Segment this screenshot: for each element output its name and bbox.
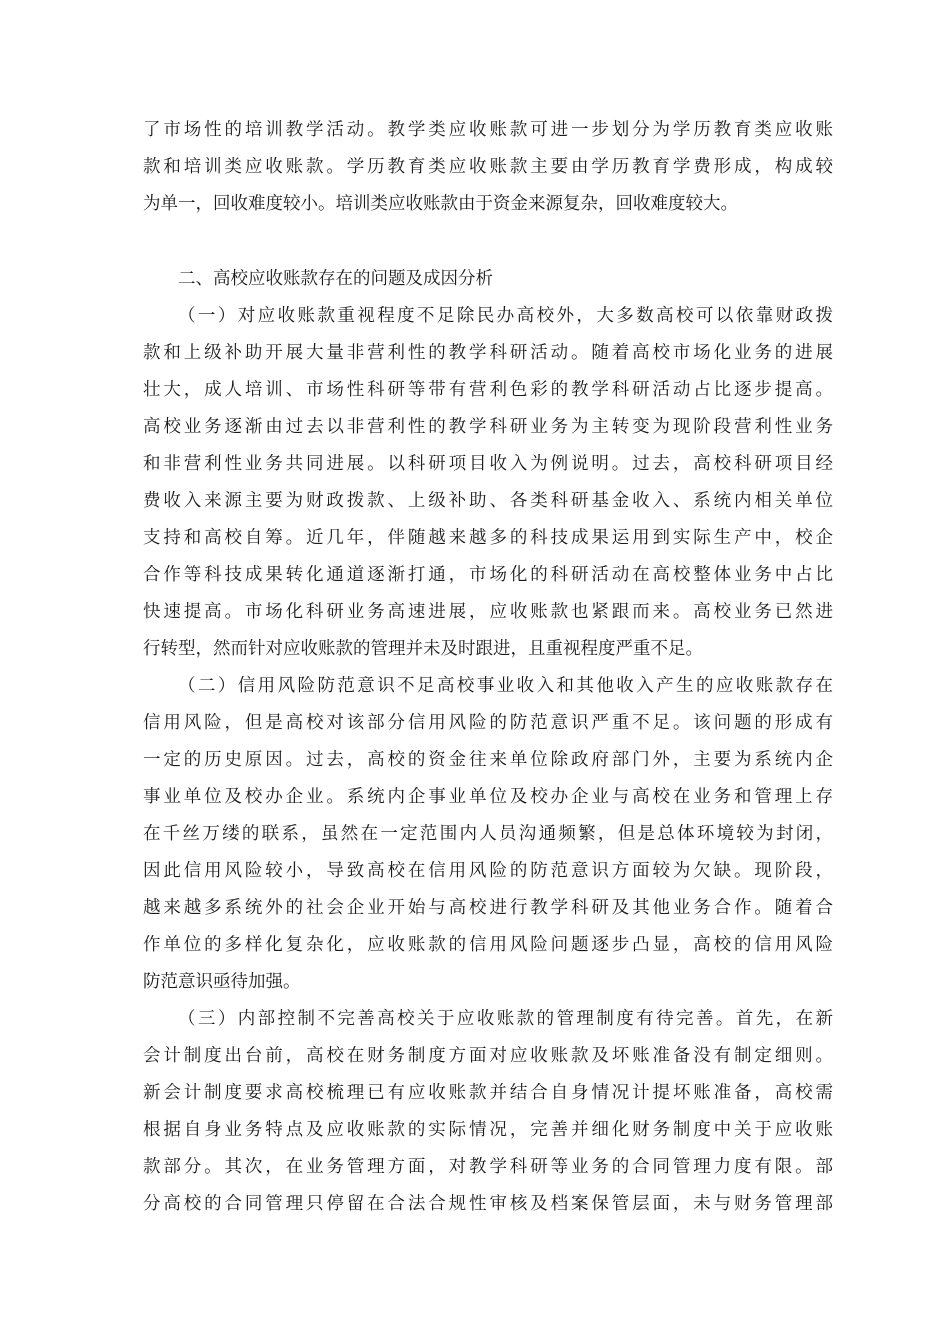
body-text-line: 分高校的合同管理只停留在合法合规性审核及档案保管层面，未与财务管理部 [143, 1194, 833, 1214]
body-text-line: 款部分。其次，在业务管理方面，对教学科研等业务的合同管理力度有限。部 [143, 1157, 833, 1177]
body-text-line: 和非营利性业务共同进展。以科研项目收入为例说明。过去，高校科研项目经 [143, 454, 833, 474]
body-text-line: 行转型，然而针对应收账款的管理并未及时跟进，且重视程度严重不足。 [143, 639, 703, 659]
body-text-line: 高校业务逐渐由过去以非营利性的教学科研业务为主转变为现阶段营利性业务 [143, 417, 833, 437]
section-heading: 二、高校应收账款存在的问题及成因分析 [178, 269, 493, 289]
body-text-line: 为单一，回收难度较小。培训类应收账款由于资金来源复杂，回收难度较大。 [143, 194, 738, 214]
paragraph-3-first-line: （三）内部控制不完善高校关于应收账款的管理制度有待完善。首先，在新 [178, 1009, 833, 1029]
body-text-line: 根据自身业务特点及应收账款的实际情况，完善并细化财务制度中关于应收账 [143, 1120, 833, 1140]
body-text-line: 信用风险，但是高校对该部分信用风险的防范意识严重不足。该问题的形成有 [143, 713, 833, 733]
body-text-line: 壮大，成人培训、市场性科研等带有营利色彩的教学科研活动占比逐步提高。 [143, 380, 833, 400]
body-text-line: 一定的历史原因。过去，高校的资金往来单位除政府部门外，主要为系统内企 [143, 750, 833, 770]
body-text-line: 支持和高校自筹。近几年，伴随越来越多的科技成果运用到实际生产中，校企 [143, 528, 833, 548]
body-text-line: 了市场性的培训教学活动。教学类应收账款可进一步划分为学历教育类应收账 [143, 120, 833, 140]
paragraph-1-first-line: （一）对应收账款重视程度不足除民办高校外，大多数高校可以依靠财政拨 [178, 306, 833, 326]
body-text-line: 防范意识亟待加强。 [143, 972, 301, 992]
body-text-line: 新会计制度要求高校梳理已有应收账款并结合自身情况计提坏账准备，高校需 [143, 1083, 833, 1103]
body-text-line: 款和上级补助开展大量非营利性的教学科研活动。随着高校市场化业务的进展 [143, 343, 833, 363]
body-text-line: 作单位的多样化复杂化，应收账款的信用风险问题逐步凸显，高校的信用风险 [143, 935, 833, 955]
body-text-line: 费收入来源主要为财政拨款、上级补助、各类科研基金收入、系统内相关单位 [143, 491, 833, 511]
body-text-line: 快速提高。市场化科研业务高速进展，应收账款也紧跟而来。高校业务已然进 [143, 602, 833, 622]
body-text-line: 在千丝万缕的联系，虽然在一定范围内人员沟通频繁，但是总体环境较为封闭， [143, 824, 833, 844]
body-text-line: 越来越多系统外的社会企业开始与高校进行教学科研及其他业务合作。随着合 [143, 898, 833, 918]
paragraph-2-first-line: （二）信用风险防范意识不足高校事业收入和其他收入产生的应收账款存在 [178, 676, 833, 696]
body-text-line: 事业单位及校办企业。系统内企事业单位及校办企业与高校在业务和管理上存 [143, 787, 833, 807]
body-text-line: 合作等科技成果转化通道逐渐打通，市场化的科研活动在高校整体业务中占比 [143, 565, 833, 585]
body-text-line: 会计制度出台前，高校在财务制度方面对应收账款及坏账准备没有制定细则。 [143, 1046, 833, 1066]
body-text-line: 款和培训类应收账款。学历教育类应收账款主要由学历教育学费形成，构成较 [143, 157, 833, 177]
body-text-line: 因此信用风险较小，导致高校在信用风险的防范意识方面较为欠缺。现阶段， [143, 861, 833, 881]
